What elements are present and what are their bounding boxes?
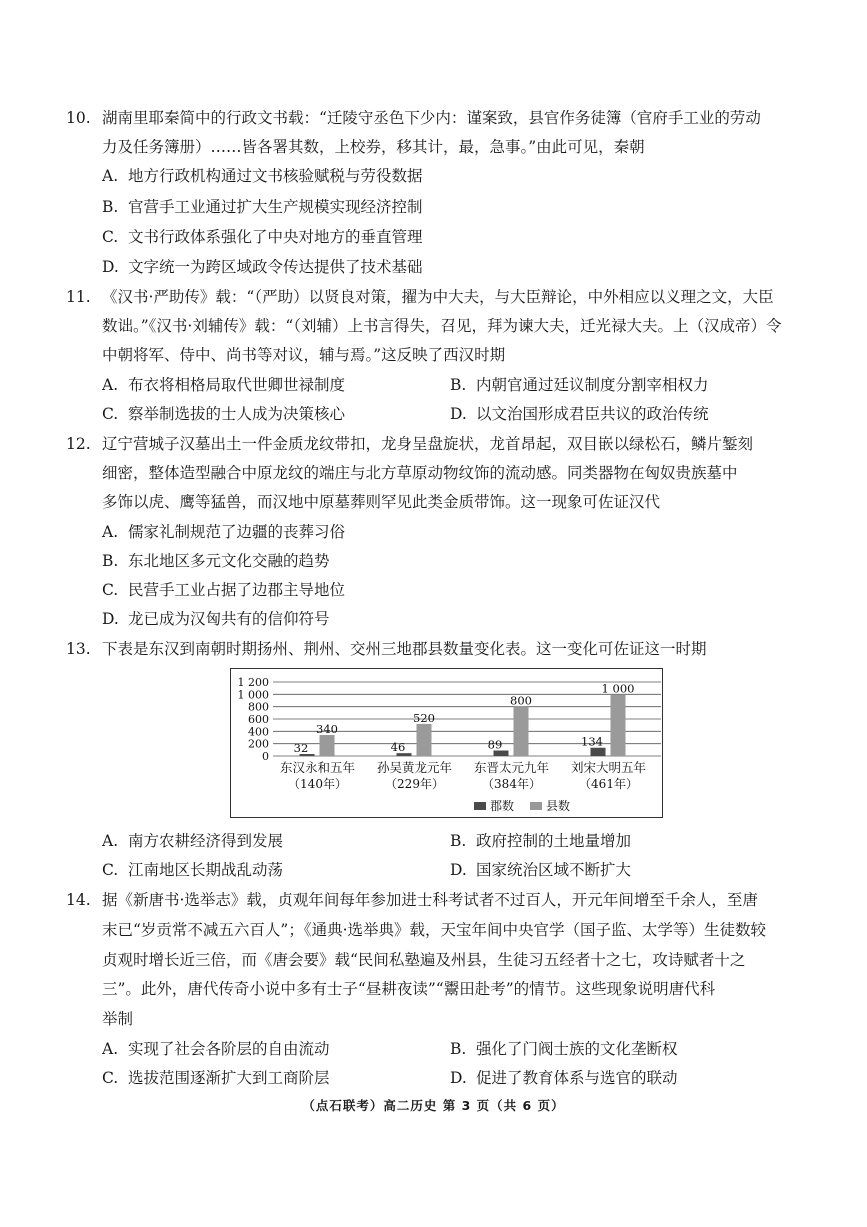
x-tick-sublabel: （229年）	[385, 777, 444, 791]
question-number: 11.	[66, 288, 91, 306]
question-number: 12.	[66, 435, 91, 453]
question-stem-line: 下表是东汉到南朝时期扬州、荆州、交州三地郡县数量变化表。这一变化可佐证这一时期	[102, 640, 707, 658]
page-footer: （点石联考）高二历史 第 3 页（共 6 页）	[302, 1098, 565, 1113]
data-label: 520	[413, 710, 435, 725]
data-label: 1 000	[601, 681, 635, 696]
option-d: D. 文字统一为跨区域政令传达提供了技术基础	[102, 258, 423, 276]
option-d: D. 龙已成为汉匈共有的信仰符号	[102, 610, 330, 628]
option-b: B. 强化了门阀士族的文化垄断权	[450, 1040, 678, 1058]
x-tick-label: 东汉永和五年	[279, 760, 356, 775]
question-stem-line: 贞观时增长近三倍，而《唐会要》载“民间私塾遍及州县，生徒习五经者十之七，攻诗赋者十之	[102, 951, 746, 969]
option-c: C. 民营手工业占据了边郡主导地位	[102, 581, 346, 599]
y-tick-label: 600	[248, 713, 269, 726]
y-tick-label: 1 200	[237, 676, 269, 689]
x-tick-sublabel: （140年）	[288, 777, 347, 791]
bar-prefecture	[591, 748, 606, 756]
x-tick-label: 刘宋大明五年	[570, 760, 647, 775]
y-tick-label: 400	[248, 725, 269, 739]
bar-county	[417, 724, 432, 756]
question-stem-line: 细密，整体造型融合中原龙纹的端庄与北方草原动物纹饰的流动感。同类器物在匈奴贵族墓中	[102, 464, 738, 482]
option-c: C. 察举制选拔的士人成为决策核心	[102, 405, 346, 423]
option-b: B. 官营手工业通过扩大生产规模实现经济控制	[102, 198, 423, 216]
option-a: A. 地方行政机构通过文书核验赋税与劳役数据	[102, 167, 423, 185]
data-label: 800	[510, 693, 532, 708]
question-stem-line: 据《新唐书·选举志》载，贞观年间每年参加进士科考试者不过百人，开元年间增至千余人，至唐	[102, 891, 758, 909]
option-d: D. 国家统治区域不断扩大	[450, 861, 632, 879]
option-b: B. 东北地区多元文化交融的趋势	[102, 552, 330, 570]
option-a: A. 南方农耕经济得到发展	[102, 832, 284, 850]
y-tick-label: 200	[248, 737, 269, 751]
question-stem-line: 中朝将军、侍中、尚书等对议，辅与焉。”这反映了西汉时期	[102, 346, 506, 364]
bar-chart-svg	[231, 669, 661, 816]
data-label: 32	[293, 741, 309, 756]
y-tick-label: 0	[262, 750, 269, 763]
option-a: A. 布衣将相格局取代世卿世禄制度	[102, 376, 346, 394]
question-number: 14.	[66, 891, 91, 909]
question-stem-line: 力及任务簿册）……皆各署其数，上校券，移其计，最，急事。”由此可见，秦朝	[102, 138, 645, 156]
option-d: D. 以文治国形成君臣共议的政治传统	[450, 405, 709, 423]
question-number: 13.	[66, 640, 91, 658]
bar-county	[514, 707, 529, 756]
data-label: 340	[316, 722, 338, 737]
data-label: 89	[487, 737, 503, 752]
option-b: B. 政府控制的土地量增加	[450, 832, 632, 850]
question-stem-line: 《汉书·严助传》载：“（严助）以贤良对策，擢为中大夫，与大臣辩论，中外相应以义理之文，大臣	[102, 288, 774, 306]
question-stem-line: 多饰以虎、鹰等猛兽，而汉地中原墓葬则罕见此类金质带饰。这一现象可佐证汉代	[102, 493, 661, 511]
data-label: 46	[390, 740, 406, 755]
legend-swatch	[474, 802, 486, 810]
question-stem-line: 三”。此外，唐代传奇小说中多有士子“昼耕夜读”“鬻田赴考”的情节。这些现象说明唐代科	[102, 980, 716, 998]
legend-label: 郡数	[490, 799, 515, 813]
x-tick-sublabel: （384年）	[482, 777, 541, 791]
question-stem-line: 数诎。”《汉书·刘辅传》载：“（刘辅）上书言得失，召见，拜为谏大夫，迁光禄大夫。上（汉成帝）令	[102, 317, 782, 335]
option-c: C. 江南地区长期战乱动荡	[102, 861, 284, 879]
legend-label: 县数	[546, 799, 571, 813]
option-b: B. 内朝官通过廷议制度分割宰相权力	[450, 376, 709, 394]
y-tick-label: 800	[248, 700, 269, 714]
bar-county	[320, 735, 335, 756]
option-c: C. 文书行政体系强化了中央对地方的垂直管理	[102, 228, 423, 246]
x-tick-sublabel: （461年）	[579, 777, 638, 791]
county-count-chart	[230, 668, 663, 818]
question-stem-line: 末已“岁贡常不减五六百人”；《通典·选举典》载，天宝年间中央官学（国子监、太学等）生徒数较	[102, 921, 767, 939]
option-a: A. 儒家礼制规范了边疆的丧葬习俗	[102, 523, 346, 541]
x-tick-label: 东晋太元九年	[473, 760, 550, 775]
option-c: C. 选拔范围逐渐扩大到工商阶层	[102, 1069, 330, 1087]
x-tick-label: 孙吴黄龙元年	[376, 760, 453, 775]
question-stem-line: 辽宁营城子汉墓出土一件金质龙纹带扣，龙身呈盘旋状，龙首昂起，双目嵌以绿松石，鳞片錾刻	[102, 435, 754, 453]
bar-county	[611, 694, 626, 756]
question-stem-line: 湖南里耶秦简中的行政文书载：“迁陵守丞色下少内：谨案致，县官作务徒簿（官府手工业的劳动	[102, 109, 761, 127]
y-tick-label: 1 000	[237, 688, 269, 702]
legend-swatch	[530, 802, 542, 810]
data-label: 134	[581, 734, 603, 749]
option-a: A. 实现了社会各阶层的自由流动	[102, 1040, 330, 1058]
question-stem-line: 举制	[102, 1010, 134, 1028]
option-d: D. 促进了教育体系与选官的联动	[450, 1069, 678, 1087]
question-number: 10.	[66, 109, 91, 127]
